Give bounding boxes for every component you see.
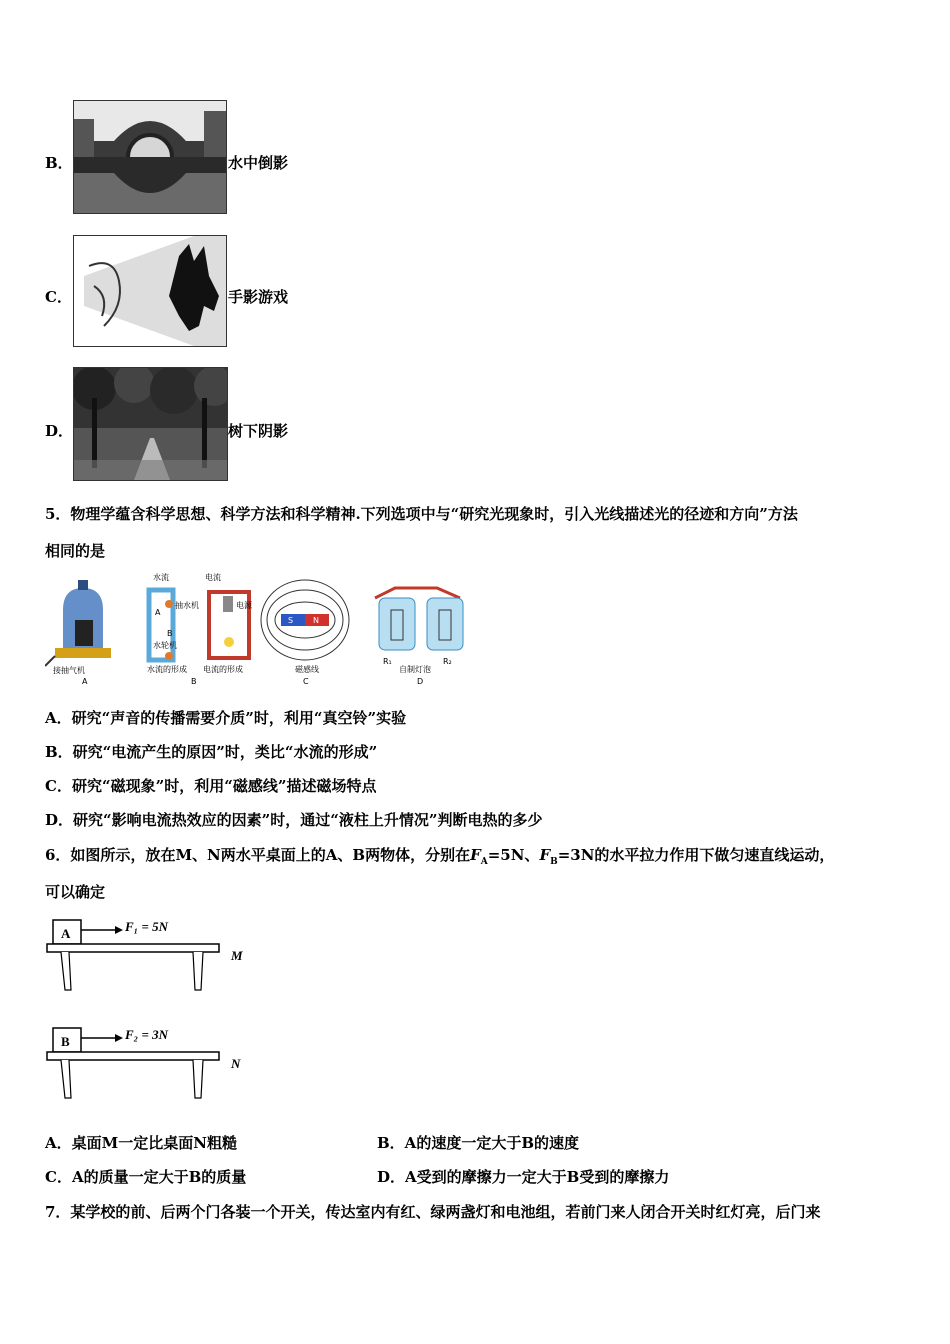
q5-option-d: D．研究“影响电流热效应的因素”时，通过“液柱上升情况”判断电热的多少 <box>45 811 543 829</box>
q5-figure <box>45 570 485 688</box>
water-current-analogy-figure <box>147 572 253 686</box>
fig-c-letter: C <box>303 677 309 686</box>
q6-stem-line2: 可以确定 <box>45 883 106 901</box>
q5-option-b: B．研究“电流产生的原因”时，类比“水流的形成” <box>45 743 378 761</box>
fig-b-current: 电流 <box>205 573 221 582</box>
option-d-caption: 树下阴影 <box>228 422 289 440</box>
fig-b-caption1: 水流的形成 <box>147 665 187 674</box>
block-b-label: B <box>61 1034 70 1049</box>
fig-b-a: A <box>155 608 161 617</box>
fig-b-pump: 抽水机 <box>175 601 199 610</box>
option-b-label: B． <box>45 154 73 172</box>
fig-d-r1: R₁ <box>383 657 392 666</box>
hand-shadow-photo <box>73 235 227 347</box>
option-c-caption: 手影游戏 <box>228 288 289 306</box>
q5-stem-line2: 相同的是 <box>45 542 106 560</box>
fig-b-letter: B <box>191 677 197 686</box>
fig-b-water-flow: 水流 <box>153 573 169 582</box>
force-b-label: F₂ = 3N <box>125 1027 168 1042</box>
homemade-bulb-figure <box>375 588 463 686</box>
fig-b-caption2: 电流的形成 <box>203 665 243 674</box>
table-m-label: M <box>231 948 243 963</box>
fig-c-s: S <box>288 616 294 625</box>
table-m-diagram <box>47 919 243 990</box>
option-b-caption: 水中倒影 <box>228 154 289 172</box>
fig-b-source: 电源 <box>236 601 252 610</box>
option-d-label: D． <box>45 422 74 440</box>
q5-option-a: A．研究“声音的传播需要介质”时，利用“真空铃”实验 <box>45 709 407 727</box>
fig-d-letter: D <box>417 677 424 686</box>
block-a-label: A <box>61 926 71 941</box>
force-a-label: F₁ = 5N <box>125 919 168 934</box>
fig-b-b: B <box>167 629 173 638</box>
option-c-label: C． <box>45 288 72 306</box>
q7-stem-line1: 7．某学校的前、后两个门各装一个开关，传达室内有红、绿两盏灯和电池组，若前门来人闭合开关时红灯亮，后门来 <box>45 1203 821 1221</box>
q6-option-d: D．A受到的摩擦力一定大于B受到的摩擦力 <box>377 1168 670 1186</box>
fig-d-r2: R₂ <box>443 657 452 666</box>
q6-option-a: A．桌面M一定比桌面N粗糙 <box>45 1134 237 1152</box>
table-n-label: N <box>231 1056 241 1071</box>
fig-a-caption: 接抽气机 <box>53 666 85 675</box>
tree-shadow-photo <box>73 367 228 481</box>
q6-figure <box>45 912 305 1112</box>
q6-option-b: B．A的速度一定大于B的速度 <box>377 1134 579 1152</box>
q6-option-c: C．A的质量一定大于B的质量 <box>45 1168 247 1186</box>
fig-b-wheel: 水轮机 <box>153 641 177 650</box>
fig-d-caption: 自制灯泡 <box>399 665 431 674</box>
fig-c-n: N <box>313 616 319 625</box>
q5-stem-line1: 5．物理学蕴含科学思想、科学方法和科学精神.下列选项中与“研究光现象时，引入光线描述光的径迹和方向”方法 <box>45 505 798 523</box>
bridge-reflection-photo <box>73 100 227 214</box>
bell-jar-figure <box>45 580 111 686</box>
q6-stem-line1: 6．如图所示，放在M、N两水平桌面上的A、B两物体，分别在$F_A=5N$、$F_B=3N$的水平拉力作用下做匀速直线运动， <box>45 846 835 867</box>
fig-c-caption: 磁感线 <box>295 665 319 674</box>
magnetic-field-figure <box>261 580 349 686</box>
table-n-diagram <box>47 1027 241 1098</box>
fig-a-letter: A <box>82 677 88 686</box>
q5-option-c: C．研究“磁现象”时，利用“磁感线”描述磁场特点 <box>45 777 377 795</box>
